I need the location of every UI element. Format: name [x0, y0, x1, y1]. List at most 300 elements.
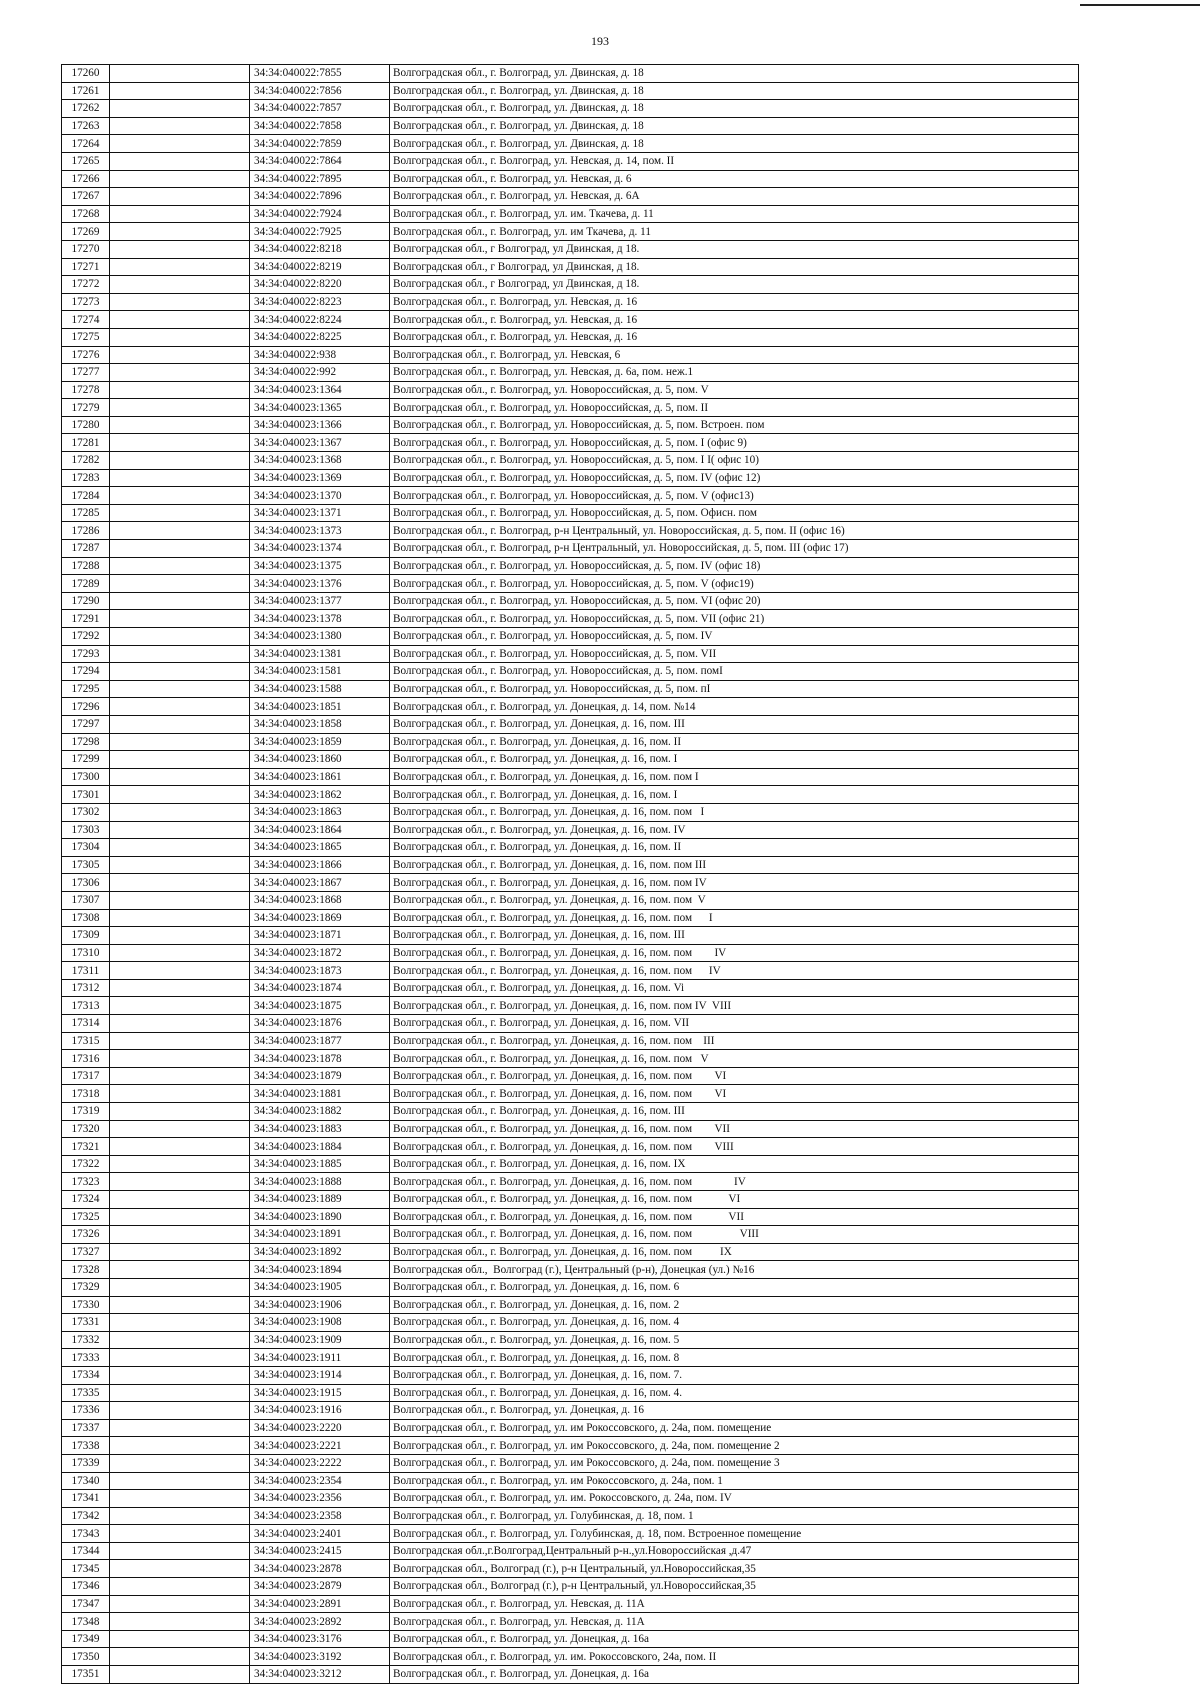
cadastral-number-cell: 34:34:040023:1861 — [250, 768, 390, 786]
address-cell: Волгоградская обл., г. Волгоград, ул. Двинская, д. 18 — [390, 135, 1079, 153]
table-row — [62, 100, 1079, 118]
table-row — [62, 768, 1079, 786]
blank-cell — [110, 628, 250, 646]
table-row — [62, 575, 1079, 593]
table-row — [62, 399, 1079, 417]
address-cell: Волгоградская обл., г. Волгоград, ул. Донецкая, д. 16, пом. пом VI — [390, 1085, 1079, 1103]
address-cell: Волгоградская обл., г. Волгоград, ул. Донецкая, д. 16, пом. II — [390, 733, 1079, 751]
cadastral-number-cell: 34:34:040023:1868 — [250, 891, 390, 909]
row-number-cell: 17322 — [62, 1155, 110, 1173]
cadastral-number-cell: 34:34:040023:1370 — [250, 487, 390, 505]
address-cell: Волгоградская обл., г. Волгоград, ул. Донецкая, д. 16а — [390, 1630, 1079, 1648]
table-row — [62, 1666, 1079, 1684]
row-number-cell: 17286 — [62, 522, 110, 540]
blank-cell — [110, 540, 250, 558]
address-cell: Волгоградская обл., г. Волгоград, ул. Донецкая, д. 16, пом. пом IX — [390, 1243, 1079, 1261]
table-row — [62, 1032, 1079, 1050]
table-row — [62, 1366, 1079, 1384]
row-number-cell: 17342 — [62, 1507, 110, 1525]
address-cell: Волгоградская обл., г. Волгоград, ул. Донецкая, д. 16, пом. пом V — [390, 1050, 1079, 1068]
address-cell: Волгоградская обл., г. Волгоград, ул. Донецкая, д. 16, пом. 4. — [390, 1384, 1079, 1402]
table-row — [62, 1630, 1079, 1648]
row-number-cell: 17275 — [62, 328, 110, 346]
blank-cell — [110, 663, 250, 681]
table-row — [62, 522, 1079, 540]
cadastral-number-cell: 34:34:040022:8219 — [250, 258, 390, 276]
address-cell: Волгоградская обл., г. Волгоград, ул. Голубинская, д. 18, пом. 1 — [390, 1507, 1079, 1525]
cadastral-number-cell: 34:34:040023:3212 — [250, 1666, 390, 1684]
table-row — [62, 839, 1079, 857]
cadastral-number-cell: 34:34:040023:1371 — [250, 504, 390, 522]
cadastral-number-cell: 34:34:040022:7895 — [250, 170, 390, 188]
blank-cell — [110, 188, 250, 206]
row-number-cell: 17273 — [62, 293, 110, 311]
cadastral-number-cell: 34:34:040023:1908 — [250, 1314, 390, 1332]
blank-cell — [110, 240, 250, 258]
address-cell: Волгоградская обл., г. Волгоград, ул. Донецкая, д. 16, пом. пом VII — [390, 1208, 1079, 1226]
table-row — [62, 1560, 1079, 1578]
row-number-cell: 17285 — [62, 504, 110, 522]
row-number-cell: 17264 — [62, 135, 110, 153]
blank-cell — [110, 575, 250, 593]
address-cell: Волгоградская обл., г. Волгоград, ул. Новороссийская, д. 5, пом. IV (офис 12) — [390, 469, 1079, 487]
cadastral-number-cell: 34:34:040023:1851 — [250, 698, 390, 716]
cadastral-number-cell: 34:34:040022:7925 — [250, 223, 390, 241]
row-number-cell: 17344 — [62, 1542, 110, 1560]
table-row — [62, 927, 1079, 945]
address-cell: Волгоградская обл., г. Волгоград, ул. Донецкая, д. 16, пом. пом VIII — [390, 1138, 1079, 1156]
blank-cell — [110, 1630, 250, 1648]
table-row — [62, 1173, 1079, 1191]
address-cell: Волгоградская обл., г. Волгоград, ул. им. Рокоссовского, 24а, пом. II — [390, 1648, 1079, 1666]
table-row — [62, 715, 1079, 733]
blank-cell — [110, 874, 250, 892]
address-cell: Волгоградская обл., г. Волгоград, ул. Новороссийская, д. 5, пом. VII (офис 21) — [390, 610, 1079, 628]
blank-cell — [110, 381, 250, 399]
row-number-cell: 17282 — [62, 452, 110, 470]
cadastral-number-cell: 34:34:040023:1581 — [250, 663, 390, 681]
table-row — [62, 346, 1079, 364]
table-row — [62, 663, 1079, 681]
table-row — [62, 205, 1079, 223]
blank-cell — [110, 1173, 250, 1191]
address-cell: Волгоградская обл., г. Волгоград, ул. Новороссийская, д. 5, пом. I I( офис 10) — [390, 452, 1079, 470]
address-cell: Волгоградская обл., г Волгоград, ул Двинская, д 18. — [390, 276, 1079, 294]
table-row — [62, 1015, 1079, 1033]
table-row — [62, 381, 1079, 399]
address-cell: Волгоградская обл., г. Волгоград, ул. Новороссийская, д. 5, пом. пI — [390, 680, 1079, 698]
row-number-cell: 17290 — [62, 592, 110, 610]
row-number-cell: 17336 — [62, 1402, 110, 1420]
row-number-cell: 17304 — [62, 839, 110, 857]
row-number-cell: 17277 — [62, 364, 110, 382]
blank-cell — [110, 821, 250, 839]
table-row — [62, 364, 1079, 382]
table-row — [62, 610, 1079, 628]
table-row — [62, 1208, 1079, 1226]
address-cell: Волгоградская обл., г. Волгоград, ул. Донецкая, д. 16, пом. II — [390, 839, 1079, 857]
address-cell: Волгоградская обл., г. Волгоград, ул. Донецкая, д. 16, пом. пом IV — [390, 944, 1079, 962]
cadastral-number-cell: 34:34:040023:1905 — [250, 1278, 390, 1296]
cadastral-number-cell: 34:34:040022:992 — [250, 364, 390, 382]
address-cell: Волгоградская обл., г. Волгоград, ул. им Рокоссовского, д. 24а, пом. помещение 2 — [390, 1437, 1079, 1455]
row-number-cell: 17334 — [62, 1366, 110, 1384]
row-number-cell: 17323 — [62, 1173, 110, 1191]
address-cell: Волгоградская обл., г. Волгоград, ул. им Рокоссовского, д. 24а, пом. помещение 3 — [390, 1454, 1079, 1472]
blank-cell — [110, 610, 250, 628]
table-row — [62, 997, 1079, 1015]
address-cell: Волгоградская обл., г. Волгоград, ул. Невская, д. 6А — [390, 188, 1079, 206]
cadastral-number-cell: 34:34:040022:7924 — [250, 205, 390, 223]
cadastral-number-cell: 34:34:040023:3192 — [250, 1648, 390, 1666]
blank-cell — [110, 891, 250, 909]
table-row — [62, 1261, 1079, 1279]
table-row — [62, 416, 1079, 434]
address-cell: Волгоградская обл., г. Волгоград, ул. Невская, 6 — [390, 346, 1079, 364]
blank-cell — [110, 927, 250, 945]
blank-cell — [110, 839, 250, 857]
cadastral-number-cell: 34:34:040023:1884 — [250, 1138, 390, 1156]
table-row — [62, 1191, 1079, 1209]
address-cell: Волгоградская обл., Волгоград (г.), р-н Центральный, ул.Новороссийская,35 — [390, 1560, 1079, 1578]
blank-cell — [110, 434, 250, 452]
row-number-cell: 17263 — [62, 117, 110, 135]
row-number-cell: 17331 — [62, 1314, 110, 1332]
table-row — [62, 1103, 1079, 1121]
cadastral-number-cell: 34:34:040023:2220 — [250, 1419, 390, 1437]
row-number-cell: 17312 — [62, 979, 110, 997]
blank-cell — [110, 944, 250, 962]
address-cell: Волгоградская обл., г. Волгоград, ул. Невская, д. 14, пом. II — [390, 152, 1079, 170]
address-cell: Волгоградская обл., г. Волгоград, ул. Двинская, д. 18 — [390, 82, 1079, 100]
blank-cell — [110, 82, 250, 100]
row-number-cell: 17339 — [62, 1454, 110, 1472]
address-cell: Волгоградская обл., г. Волгоград, ул. Донецкая, д. 16, пом. III — [390, 1103, 1079, 1121]
cadastral-number-cell: 34:34:040022:7896 — [250, 188, 390, 206]
blank-cell — [110, 1085, 250, 1103]
cadastral-number-cell: 34:34:040023:1883 — [250, 1120, 390, 1138]
blank-cell — [110, 1208, 250, 1226]
table-row — [62, 944, 1079, 962]
address-cell: Волгоградская обл., г. Волгоград, ул. Невская, д. 11А — [390, 1595, 1079, 1613]
row-number-cell: 17337 — [62, 1419, 110, 1437]
table-row — [62, 1278, 1079, 1296]
cadastral-number-cell: 34:34:040023:1875 — [250, 997, 390, 1015]
row-number-cell: 17265 — [62, 152, 110, 170]
blank-cell — [110, 698, 250, 716]
table-row — [62, 504, 1079, 522]
blank-cell — [110, 768, 250, 786]
blank-cell — [110, 1454, 250, 1472]
cadastral-number-cell: 34:34:040023:1364 — [250, 381, 390, 399]
table-row — [62, 803, 1079, 821]
address-cell: Волгоградская обл., г. Волгоград, ул. Донецкая, д. 16, пом. пом I — [390, 803, 1079, 821]
table-row — [62, 135, 1079, 153]
cadastral-number-cell: 34:34:040023:1862 — [250, 786, 390, 804]
address-cell: Волгоградская обл., г. Волгоград, ул. Донецкая, д. 16, пом. пом VII — [390, 1120, 1079, 1138]
table-row — [62, 1490, 1079, 1508]
cadastral-number-cell: 34:34:040022:938 — [250, 346, 390, 364]
table-row — [62, 786, 1079, 804]
row-number-cell: 17314 — [62, 1015, 110, 1033]
blank-cell — [110, 1542, 250, 1560]
blank-cell — [110, 1278, 250, 1296]
table-row — [62, 733, 1079, 751]
table-row — [62, 592, 1079, 610]
row-number-cell: 17320 — [62, 1120, 110, 1138]
cadastral-number-cell: 34:34:040022:8224 — [250, 311, 390, 329]
table-row — [62, 1314, 1079, 1332]
cadastral-number-cell: 34:34:040023:1891 — [250, 1226, 390, 1244]
blank-cell — [110, 909, 250, 927]
blank-cell — [110, 1578, 250, 1596]
blank-cell — [110, 311, 250, 329]
row-number-cell: 17340 — [62, 1472, 110, 1490]
row-number-cell: 17313 — [62, 997, 110, 1015]
table-row — [62, 1349, 1079, 1367]
table-row — [62, 856, 1079, 874]
cadastral-number-cell: 34:34:040023:1881 — [250, 1085, 390, 1103]
table-row — [62, 1067, 1079, 1085]
table-row — [62, 1120, 1079, 1138]
blank-cell — [110, 680, 250, 698]
table-row — [62, 1402, 1079, 1420]
cadastral-number-cell: 34:34:040023:1869 — [250, 909, 390, 927]
table-row — [62, 240, 1079, 258]
cadastral-number-cell: 34:34:040023:1381 — [250, 645, 390, 663]
blank-cell — [110, 1015, 250, 1033]
blank-cell — [110, 399, 250, 417]
table-row — [62, 874, 1079, 892]
row-number-cell: 17332 — [62, 1331, 110, 1349]
row-number-cell: 17347 — [62, 1595, 110, 1613]
address-cell: Волгоградская обл., г. Волгоград, ул. им. Рокоссовского, д. 24а, пом. IV — [390, 1490, 1079, 1508]
blank-cell — [110, 645, 250, 663]
address-cell: Волгоградская обл., г. Волгоград, ул. Донецкая, д. 16, пом. пом III — [390, 856, 1079, 874]
address-cell: Волгоградская обл., г Волгоград, ул Двинская, д 18. — [390, 258, 1079, 276]
table-row — [62, 293, 1079, 311]
row-number-cell: 17317 — [62, 1067, 110, 1085]
cadastral-number-cell: 34:34:040023:2354 — [250, 1472, 390, 1490]
blank-cell — [110, 1261, 250, 1279]
blank-cell — [110, 1050, 250, 1068]
row-number-cell: 17303 — [62, 821, 110, 839]
cadastral-number-cell: 34:34:040023:1878 — [250, 1050, 390, 1068]
cadastral-number-cell: 34:34:040022:7857 — [250, 100, 390, 118]
table-row — [62, 628, 1079, 646]
cadastral-number-cell: 34:34:040023:1863 — [250, 803, 390, 821]
top-rule-line — [1080, 4, 1200, 6]
table-row — [62, 1525, 1079, 1543]
blank-cell — [110, 276, 250, 294]
table-row — [62, 1085, 1079, 1103]
row-number-cell: 17338 — [62, 1437, 110, 1455]
cadastral-number-cell: 34:34:040022:7858 — [250, 117, 390, 135]
row-number-cell: 17299 — [62, 751, 110, 769]
row-number-cell: 17295 — [62, 680, 110, 698]
cadastral-number-cell: 34:34:040022:7864 — [250, 152, 390, 170]
blank-cell — [110, 1613, 250, 1631]
address-cell: Волгоградская обл., г. Волгоград, ул. Донецкая, д. 16, пом. I — [390, 786, 1079, 804]
table-row — [62, 680, 1079, 698]
blank-cell — [110, 1226, 250, 1244]
row-number-cell: 17302 — [62, 803, 110, 821]
row-number-cell: 17267 — [62, 188, 110, 206]
blank-cell — [110, 117, 250, 135]
row-number-cell: 17348 — [62, 1613, 110, 1631]
address-cell: Волгоградская обл., г. Волгоград, ул. Новороссийская, д. 5, пом. VI (офис 20) — [390, 592, 1079, 610]
address-cell: Волгоградская обл., г. Волгоград, ул. Новороссийская, д. 5, пом. II — [390, 399, 1079, 417]
cadastral-number-cell: 34:34:040023:1876 — [250, 1015, 390, 1033]
table-row — [62, 1384, 1079, 1402]
address-cell: Волгоградская обл., г. Волгоград, ул. Невская, д. 16 — [390, 328, 1079, 346]
cadastral-number-cell: 34:34:040023:1375 — [250, 557, 390, 575]
table-row — [62, 1542, 1079, 1560]
table-row — [62, 1050, 1079, 1068]
blank-cell — [110, 979, 250, 997]
table-row — [62, 258, 1079, 276]
blank-cell — [110, 715, 250, 733]
cadastral-number-cell: 34:34:040023:1865 — [250, 839, 390, 857]
cadastral-number-cell: 34:34:040023:1915 — [250, 1384, 390, 1402]
blank-cell — [110, 522, 250, 540]
row-number-cell: 17300 — [62, 768, 110, 786]
address-cell: Волгоградская обл., г. Волгоград, ул. Двинская, д. 18 — [390, 100, 1079, 118]
row-number-cell: 17268 — [62, 205, 110, 223]
table-row — [62, 1578, 1079, 1596]
cadastral-number-cell: 34:34:040023:1911 — [250, 1349, 390, 1367]
table-row — [62, 1243, 1079, 1261]
table-row — [62, 1138, 1079, 1156]
cadastral-number-cell: 34:34:040022:7856 — [250, 82, 390, 100]
row-number-cell: 17269 — [62, 223, 110, 241]
table-row — [62, 434, 1079, 452]
row-number-cell: 17309 — [62, 927, 110, 945]
table-row — [62, 645, 1079, 663]
row-number-cell: 17350 — [62, 1648, 110, 1666]
row-number-cell: 17276 — [62, 346, 110, 364]
address-cell: Волгоградская обл., г. Волгоград, ул. Донецкая, д. 16, пом. Vi — [390, 979, 1079, 997]
address-cell: Волгоградская обл., г. Волгоград, ул. Донецкая, д. 16, пом. 5 — [390, 1331, 1079, 1349]
table-row — [62, 962, 1079, 980]
cadastral-number-cell: 34:34:040022:7855 — [250, 65, 390, 83]
blank-cell — [110, 1437, 250, 1455]
cadastral-number-cell: 34:34:040023:1914 — [250, 1366, 390, 1384]
row-number-cell: 17324 — [62, 1191, 110, 1209]
address-cell: Волгоградская обл., г. Волгоград, ул. Донецкая, д. 16, пом. 8 — [390, 1349, 1079, 1367]
blank-cell — [110, 1032, 250, 1050]
row-number-cell: 17262 — [62, 100, 110, 118]
cadastral-number-cell: 34:34:040023:1858 — [250, 715, 390, 733]
address-cell: Волгоградская обл., г. Волгоград, ул. Новороссийская, д. 5, пом. VII — [390, 645, 1079, 663]
address-cell: Волгоградская обл., г. Волгоград, ул. Донецкая, д. 16, пом. пом V — [390, 891, 1079, 909]
row-number-cell: 17283 — [62, 469, 110, 487]
cadastral-number-cell: 34:34:040023:2891 — [250, 1595, 390, 1613]
blank-cell — [110, 1331, 250, 1349]
row-number-cell: 17301 — [62, 786, 110, 804]
row-number-cell: 17333 — [62, 1349, 110, 1367]
cadastral-number-cell: 34:34:040023:1885 — [250, 1155, 390, 1173]
cadastral-number-cell: 34:34:040023:1892 — [250, 1243, 390, 1261]
cadastral-number-cell: 34:34:040022:8225 — [250, 328, 390, 346]
address-cell: Волгоградская обл., г. Волгоград, ул. им Рокоссовского, д. 24а, пом. 1 — [390, 1472, 1079, 1490]
blank-cell — [110, 751, 250, 769]
table-row — [62, 223, 1079, 241]
cadastral-number-cell: 34:34:040023:2358 — [250, 1507, 390, 1525]
row-number-cell: 17328 — [62, 1261, 110, 1279]
blank-cell — [110, 416, 250, 434]
blank-cell — [110, 856, 250, 874]
row-number-cell: 17341 — [62, 1490, 110, 1508]
row-number-cell: 17349 — [62, 1630, 110, 1648]
address-cell: Волгоградская обл., г. Волгоград, ул. Донецкая, д. 16, пом. пом I — [390, 768, 1079, 786]
cadastral-number-cell: 34:34:040023:2878 — [250, 1560, 390, 1578]
cadastral-number-cell: 34:34:040023:1860 — [250, 751, 390, 769]
blank-cell — [110, 1507, 250, 1525]
address-cell: Волгоградская обл., г. Волгоград, ул. Донецкая, д. 16, пом. 2 — [390, 1296, 1079, 1314]
cadastral-number-cell: 34:34:040023:1894 — [250, 1261, 390, 1279]
cadastral-number-cell: 34:34:040022:8220 — [250, 276, 390, 294]
table-row — [62, 1595, 1079, 1613]
row-number-cell: 17278 — [62, 381, 110, 399]
blank-cell — [110, 1490, 250, 1508]
blank-cell — [110, 1191, 250, 1209]
blank-cell — [110, 997, 250, 1015]
table-row — [62, 469, 1079, 487]
table-row — [62, 1437, 1079, 1455]
cadastral-table — [61, 64, 1079, 1684]
cadastral-number-cell: 34:34:040023:1366 — [250, 416, 390, 434]
cadastral-number-cell: 34:34:040022:8223 — [250, 293, 390, 311]
row-number-cell: 17293 — [62, 645, 110, 663]
blank-cell — [110, 962, 250, 980]
row-number-cell: 17310 — [62, 944, 110, 962]
row-number-cell: 17308 — [62, 909, 110, 927]
cadastral-number-cell: 34:34:040023:1380 — [250, 628, 390, 646]
address-cell: Волгоградская обл., г. Волгоград, ул. Донецкая, д. 16, пом. 4 — [390, 1314, 1079, 1332]
address-cell: Волгоградская обл.,г.Волгоград,Центральный р-н.,ул.Новороссийская ,д.47 — [390, 1542, 1079, 1560]
cadastral-number-cell: 34:34:040023:1873 — [250, 962, 390, 980]
table-row — [62, 540, 1079, 558]
row-number-cell: 17287 — [62, 540, 110, 558]
table-row — [62, 821, 1079, 839]
table-row — [62, 188, 1079, 206]
address-cell: Волгоградская обл., г. Волгоград, ул. Новороссийская, д. 5, пом. I (офис 9) — [390, 434, 1079, 452]
table-row — [62, 65, 1079, 83]
address-cell: Волгоградская обл., г. Волгоград, ул. Невская, д. 16 — [390, 311, 1079, 329]
cadastral-number-cell: 34:34:040023:1871 — [250, 927, 390, 945]
blank-cell — [110, 1314, 250, 1332]
blank-cell — [110, 504, 250, 522]
table-row — [62, 979, 1079, 997]
row-number-cell: 17284 — [62, 487, 110, 505]
table-row — [62, 1648, 1079, 1666]
cadastral-number-cell: 34:34:040023:1906 — [250, 1296, 390, 1314]
table-row — [62, 1296, 1079, 1314]
table-row — [62, 276, 1079, 294]
cadastral-number-cell: 34:34:040023:1888 — [250, 1173, 390, 1191]
cadastral-number-cell: 34:34:040023:1368 — [250, 452, 390, 470]
row-number-cell: 17305 — [62, 856, 110, 874]
row-number-cell: 17298 — [62, 733, 110, 751]
cadastral-number-cell: 34:34:040023:1374 — [250, 540, 390, 558]
address-cell: Волгоградская обл., г. Волгоград, ул. Донецкая, д. 16а — [390, 1666, 1079, 1684]
cadastral-number-cell: 34:34:040023:2222 — [250, 1454, 390, 1472]
row-number-cell: 17326 — [62, 1226, 110, 1244]
row-number-cell: 17266 — [62, 170, 110, 188]
blank-cell — [110, 557, 250, 575]
row-number-cell: 17307 — [62, 891, 110, 909]
